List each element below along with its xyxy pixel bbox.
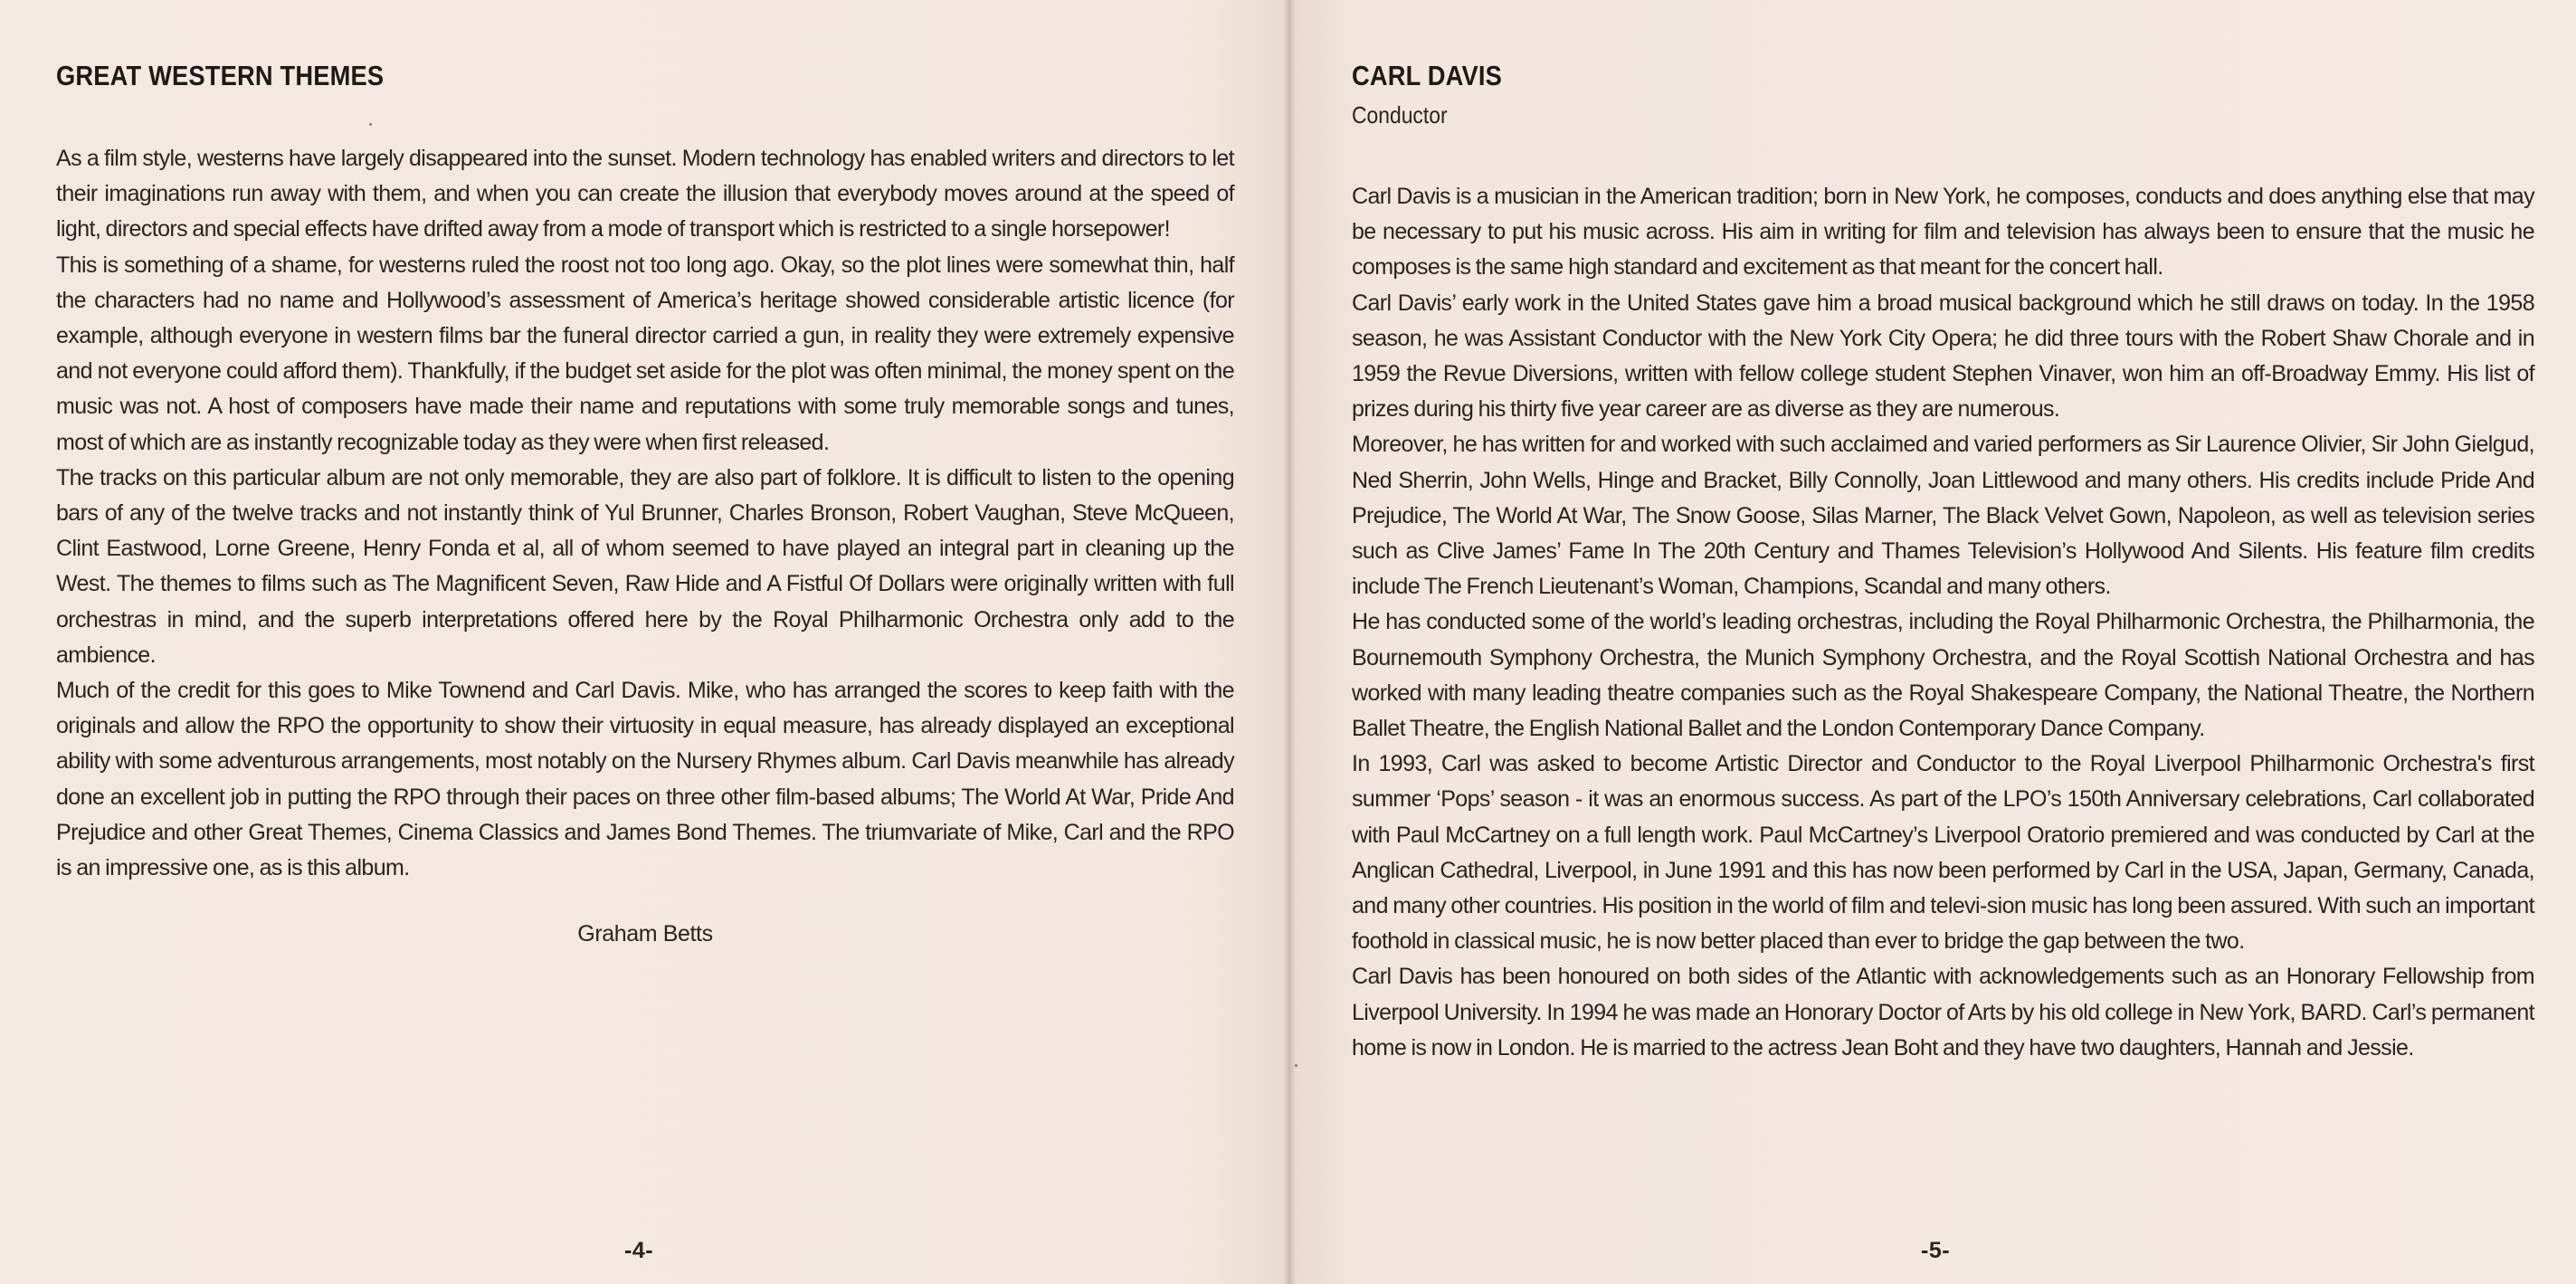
print-speck [369, 123, 372, 126]
right-text-column [1352, 58, 2534, 1066]
paragraph: Much of the credit for this goes to Mike Townend and Carl Davis. Mike, who has arranged the scores to keep faith with the originals and allow the RPO the opportunity to show their virtuosity in equal measure, has already displayed an exceptional ability with some adventurous arrangements, most notably on the Nursery Rhymes album. Carl Davis meanwhile has already done an excellent job in putting the RPO through their paces on three other film-based albums; The World At War, Pride And Prejudice and other Great Themes, Cinema Classics and James Bond Themes. The triumvariate of Mike, Carl and the RPO is an impressive one, as is this album. [56, 678, 1234, 881]
paragraph: Moreover, he has written for and worked with such acclaimed and varied performers as Sir Laurence Olivier, Sir John Gielgud, Ned Sherrin, John Wells, Hinge and Bracket, Billy Connolly, Joan Littlewood and many others. His credits include Pride And Prejudice, The World At War, The Snow Goose, Silas Marner, The Black Velvet Gown, Napoleon, as well as television series such as Clive James’ Fame In The 20th Century and Thames Television’s Hollywood And Silents. His feature film credits include The French Lieutenant’s Woman, Champions, Scandal and many others. [1352, 432, 2534, 600]
paragraph: He has conducted some of the world’s leading orchestras, including the Royal Philharmonic Orchestra, the Philharmonia, the Bournemouth Symphony Orchestra, the Munich Symphony Orchestra, and the Royal Scottish National Orchestra and has worked with many leading theatre companies such as the Royal Shakespeare Company, the National Theatre, the Northern Ballet Theatre, the English National Ballet and the London Contemporary Dance Company. [1352, 609, 2534, 742]
page-number: -4- [624, 1238, 654, 1263]
page-subtitle: Conductor [1352, 101, 1448, 128]
paragraph: This is something of a shame, for westerns ruled the roost not too long ago. Okay, so the plot lines were somewhat thin, half the characters had no name and Hollywood’s assessment of America’s heritage showed considerable artistic licence (for example, although everyone in western films bar the funeral director carried a gun, in reality they were extremely expensive and not everyone could afford them). Thankfully, if the budget set aside for the plot was often minimal, the money spent on the music was not. A host of composers have made their name and reputations with some truly memorable songs and tunes, most of which are as instantly recognizable today as they were when first released. [56, 252, 1234, 455]
page-number: -5- [1921, 1238, 1951, 1263]
page-title: CARL DAVIS [1352, 60, 1502, 91]
left-text-column [56, 58, 1234, 952]
paragraph: Carl Davis has been honoured on both sides of the Atlantic with acknowledgements such as an Honorary Fellowship from Liverpool University. In 1994 he was made an Honorary Doctor of Arts by his old college in New York, BARD. Carl’s permanent home is now in London. He is married to the actress Jean Boht and they have two daughters, Hannah and Jessie. [1352, 964, 2534, 1060]
author-name: Graham Betts [577, 921, 713, 947]
article-body [56, 141, 1234, 886]
page-title: GREAT WESTERN THEMES [56, 60, 385, 91]
paragraph: The tracks on this particular album are not only memorable, they are also part of folklore. It is difficult to listen to the opening bars of any of the twelve tracks and not instantly think of Yul Brunner, Charles Bronson, Robert Vaughan, Steve McQueen, Clint Eastwood, Lorne Greene, Henry Fonda et al, all of whom seemed to have played an integral part in cleaning up the West. The themes to films such as The Magnificent Seven, Raw Hide and A Fistful Of Dollars were originally written with full orchestras in mind, and the superb interpretations offered here by the Royal Philharmonic Orchestra only add to the ambience. [56, 464, 1234, 668]
book-gutter [1283, 0, 1296, 1284]
paragraph: In 1993, Carl was asked to become Artistic Director and Conductor to the Royal Liverpool Philharmonic Orchestra's first summer ‘Pops’ season - it was an enormous success. As part of the LPO’s 150th Anniversary celebrations, Carl collaborated with Paul McCartney on a full length work. Paul McCartney’s Liverpool Oratorio premiered and was conducted by Carl at the Anglican Cathedral, Liverpool, in June 1991 and this has now been performed by Carl in the USA, Japan, Germany, Canada, and many other countries. His position in the world of film and televi-sion music has long been assured. With such an important foothold in classical music, he is now better placed than ever to bridge the gap between the two. [1352, 751, 2534, 955]
paragraph: As a film style, westerns have largely disappeared into the sunset. Modern technology has enabled writers and directors to let their imaginations run away with them, and when you can create the illusion that everybody moves around at the speed of light, directors and special effects have drifted away from a mode of transport which is restricted to a single horsepower! [56, 146, 1234, 243]
biography-body [1352, 179, 2534, 1066]
right-page [1289, 0, 2576, 1284]
paragraph: Carl Davis is a musician in the American tradition; born in New York, he composes, conducts and does anything else that may be necessary to put his music across. His aim in writing for film and television has always been to ensure that the music he composes is the same high standard and excitement as that meant for the concert hall. [1352, 184, 2534, 281]
paragraph: Carl Davis’ early work in the United States gave him a broad musical background which he still draws on today. In the 1958 season, he was Assistant Conductor with the New York City Opera; he did three tours with the Robert Shaw Chorale and in 1959 the Revue Diversions, written with fellow college student Stephen Vinaver, won him an off-Broadway Emmy. His list of prizes during his thirty five year career are as diverse as they are numerous. [1352, 290, 2534, 423]
